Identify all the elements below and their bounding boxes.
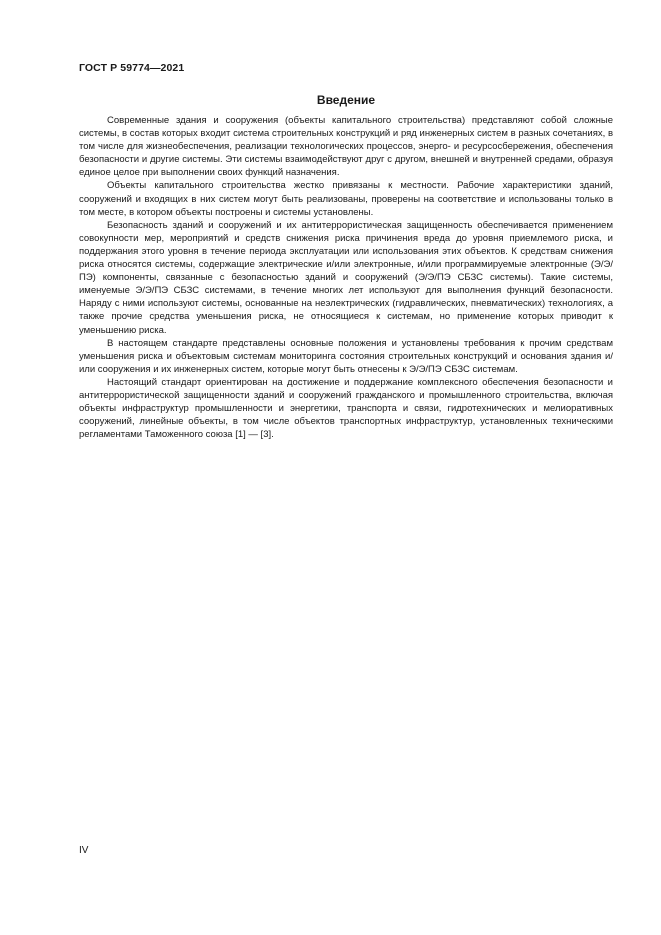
paragraph-1: Современные здания и сооружения (объекты капитального строительства) представляют собой сложные системы, в состав которых входит система строительных конструкций и ряд инженерных систем в разных сочетаниях, в том числе для жизнеобеспечения, реализации технологических процессов, энерго- и ресурсосбережения, обеспечения безопасности и другие системы. Эти системы взаимодействуют друг с другом, внешней и внутренней средами, образуя единое целое при выполнении своих функций назначения. bbox=[79, 115, 613, 179]
document-code: ГОСТ Р 59774—2021 bbox=[79, 62, 185, 74]
section-title: Введение bbox=[316, 93, 376, 107]
paragraph-2: Объекты капитального строительства жестко привязаны к местности. Рабочие характеристики зданий, сооружений и входящих в них систем могут быть реализованы, проверены на соответствие и использованы только в том месте, в котором объекты построены и системы установлены. bbox=[79, 180, 613, 218]
body-text bbox=[79, 114, 613, 441]
paragraph-5: Настоящий стандарт ориентирован на достижение и поддержание комплексного обеспечения безопасности и антитеррористической защищенности зданий и сооружений гражданского и промышленного строительства, включая объекты инфраструктур промышленности и энергетики, транспорта и связи, гидротехнических и мелиоративных сооружений, линейные объекты, в том числе объектов транспортных инфраструктур, установленных техническими регламентами Таможенного союза [1] — [3]. bbox=[79, 376, 613, 441]
paragraph-4: В настоящем стандарте представлены основные положения и установлены требования к прочим средствам уменьшения риска и объектовым системам мониторинга состояния строительных конструкций и основания здания и/или сооружения и их инженерных систем, которые могут быть отнесены к Э/Э/ПЭ СБЗС системам. bbox=[79, 337, 613, 375]
page-number: IV bbox=[79, 845, 89, 856]
paragraph-3: Безопасность зданий и сооружений и их антитеррористическая защищенность обеспечивается применением совокупности мер, мероприятий и средств снижения риска причинения вреда до уровня приемлемого риска, и поддержания этого уровня в течение периода эксплуатации или использования этих объектов. К средствам снижения риска относятся системы, содержащие электрические и/или электронные, и/или программируемые электронные (Э/Э/ПЭ) компоненты, связанные с безопасностью зданий и сооружений (Э/Э/ПЭ СБЗС системы). Такие системы, именуемые Э/Э/ПЭ СБЗС системами, в течение многих лет используют для выполнения функций безопасности. Наряду с ними используют системы, основанные на неэлектрических (гидравлических, пневматических) технологиях, а также прочие средства уменьшения риска, не относящиеся к системам, но применение которых приводит к уменьшению риска. bbox=[79, 219, 613, 336]
